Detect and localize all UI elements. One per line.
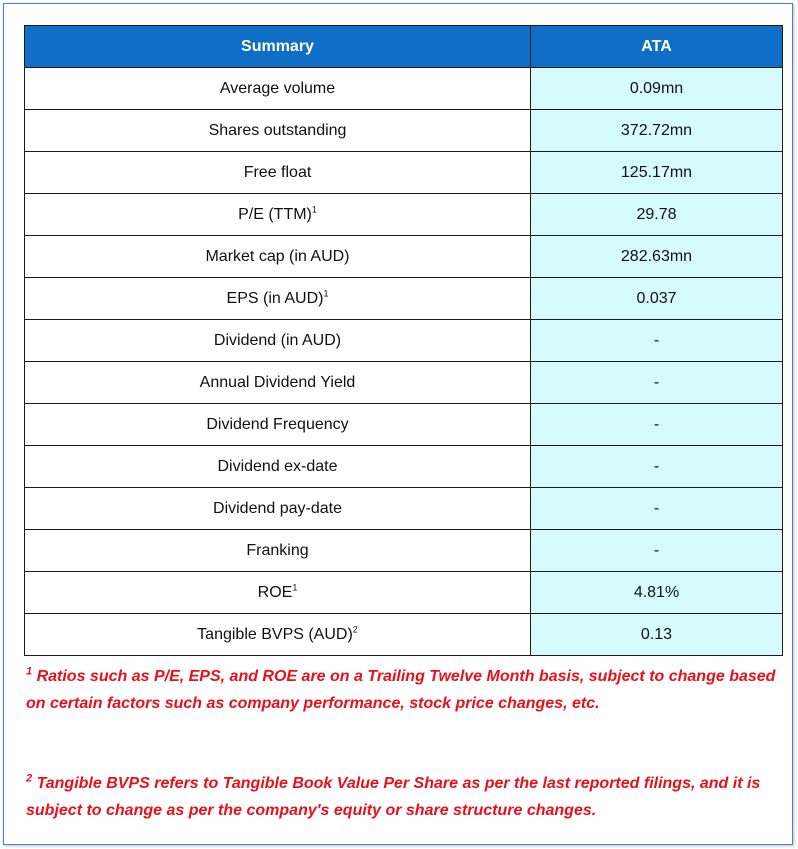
table-row — [25, 152, 783, 194]
table-row — [25, 194, 783, 236]
table-row — [25, 68, 783, 110]
row-value: - — [531, 446, 783, 488]
table-row — [25, 572, 783, 614]
footnote-marker: 1 — [311, 204, 317, 215]
row-label — [25, 404, 531, 446]
row-value: 0.13 — [531, 614, 783, 656]
row-value: - — [531, 488, 783, 530]
footnote-text: Ratios such as P/E, EPS, and ROE are on a Trailing Twelve Month basis, subject to change based on certain factors such as company performance, stock price changes, etc. — [26, 668, 776, 712]
row-label-text: Shares outstanding — [208, 121, 347, 139]
row-label — [25, 362, 531, 404]
row-label-text: Market cap (in AUD) — [205, 247, 350, 265]
row-label — [25, 530, 531, 572]
row-label — [25, 68, 531, 110]
table-header-row — [25, 26, 783, 68]
row-label-text: Average volume — [219, 79, 336, 97]
row-label-text: Dividend (in AUD) — [213, 331, 342, 349]
footnote-marker: 1 — [26, 665, 33, 678]
summary-table — [24, 25, 783, 656]
row-label — [25, 152, 531, 194]
row-value: 282.63mn — [531, 236, 783, 278]
table-row — [25, 404, 783, 446]
footnote-marker: 2 — [26, 772, 33, 785]
row-label-text: Tangible BVPS (AUD) — [197, 625, 353, 643]
row-label — [25, 278, 531, 320]
table-row — [25, 488, 783, 530]
row-value: - — [531, 320, 783, 362]
row-value: 0.09mn — [531, 68, 783, 110]
row-label-text: Franking — [246, 541, 309, 559]
row-label-text: P/E (TTM) — [238, 205, 312, 223]
row-label — [25, 320, 531, 362]
row-label — [25, 488, 531, 530]
row-value: - — [531, 530, 783, 572]
header-summary: Summary — [25, 26, 531, 68]
row-value: 372.72mn — [531, 110, 783, 152]
row-label-text: EPS (in AUD) — [226, 289, 324, 307]
table-row — [25, 614, 783, 656]
summary-panel — [3, 3, 793, 845]
row-label — [25, 194, 531, 236]
table-row — [25, 236, 783, 278]
row-label-text: Free float — [243, 163, 312, 181]
footnote-marker: 2 — [352, 624, 358, 635]
table-row — [25, 278, 783, 320]
row-label-text: Dividend pay-date — [213, 499, 342, 517]
row-label — [25, 572, 531, 614]
footnote-2 — [26, 770, 786, 824]
row-label — [25, 110, 531, 152]
row-value: 125.17mn — [531, 152, 783, 194]
row-label-text: ROE — [257, 583, 293, 601]
row-value: - — [531, 404, 783, 446]
footnote-marker: 1 — [323, 288, 329, 299]
row-label — [25, 614, 531, 656]
row-label-text: Dividend ex-date — [217, 457, 338, 475]
row-label — [25, 236, 531, 278]
row-value: 29.78 — [531, 194, 783, 236]
row-value: - — [531, 362, 783, 404]
footnote-text: Tangible BVPS refers to Tangible Book Value Per Share as per the last reported filings, and it is subject to change as per the company's equity or share structure changes. — [26, 775, 761, 819]
header-ata: ATA — [531, 26, 783, 68]
row-value: 4.81% — [531, 572, 783, 614]
footnotes — [26, 663, 786, 824]
row-label-text: Dividend Frequency — [206, 415, 349, 433]
table-row — [25, 362, 783, 404]
row-label-text: Annual Dividend Yield — [199, 373, 356, 391]
row-value: 0.037 — [531, 278, 783, 320]
footnote-1 — [26, 663, 786, 717]
table-row — [25, 530, 783, 572]
footnote-marker: 1 — [292, 582, 298, 593]
table-row — [25, 110, 783, 152]
table-row — [25, 320, 783, 362]
row-label — [25, 446, 531, 488]
table-row — [25, 446, 783, 488]
